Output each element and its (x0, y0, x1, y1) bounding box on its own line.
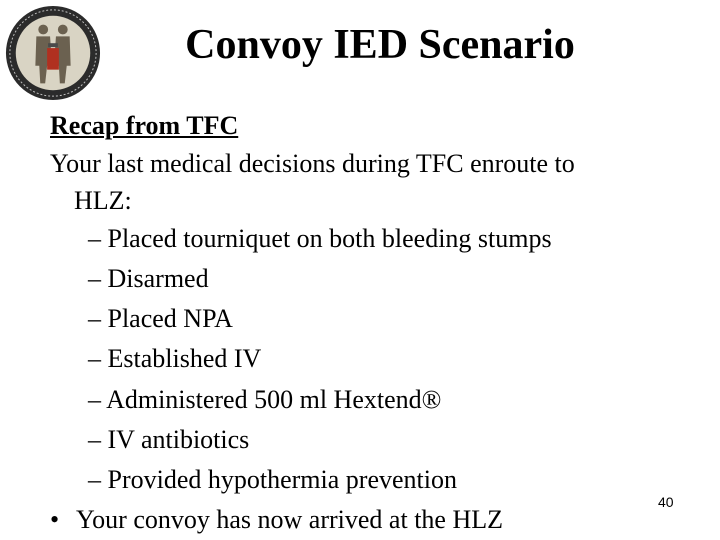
decision-item: – Disarmed (88, 264, 209, 293)
decision-item: – Established IV (88, 344, 262, 373)
recap-heading: Recap from TFC (50, 111, 239, 140)
decision-item: – IV antibiotics (88, 425, 250, 454)
decision-item: – Placed tourniquet on both bleeding stumps (88, 224, 552, 253)
decision-item: – Provided hypothermia prevention (88, 465, 457, 494)
page-number: 40 (658, 494, 674, 510)
decision-item: – Placed NPA (88, 304, 233, 333)
decision-item: – Administered 500 ml Hextend® (88, 385, 442, 414)
intro-line-2: HLZ: (74, 186, 132, 215)
tccc-seal-logo-icon (4, 4, 102, 102)
intro-line-1: Your last medical decisions during TFC enroute to (50, 149, 575, 178)
bullet-glyph: • (50, 505, 60, 534)
final-line: Your convoy has now arrived at the HLZ (76, 505, 503, 534)
slide-title: Convoy IED Scenario (185, 22, 575, 68)
